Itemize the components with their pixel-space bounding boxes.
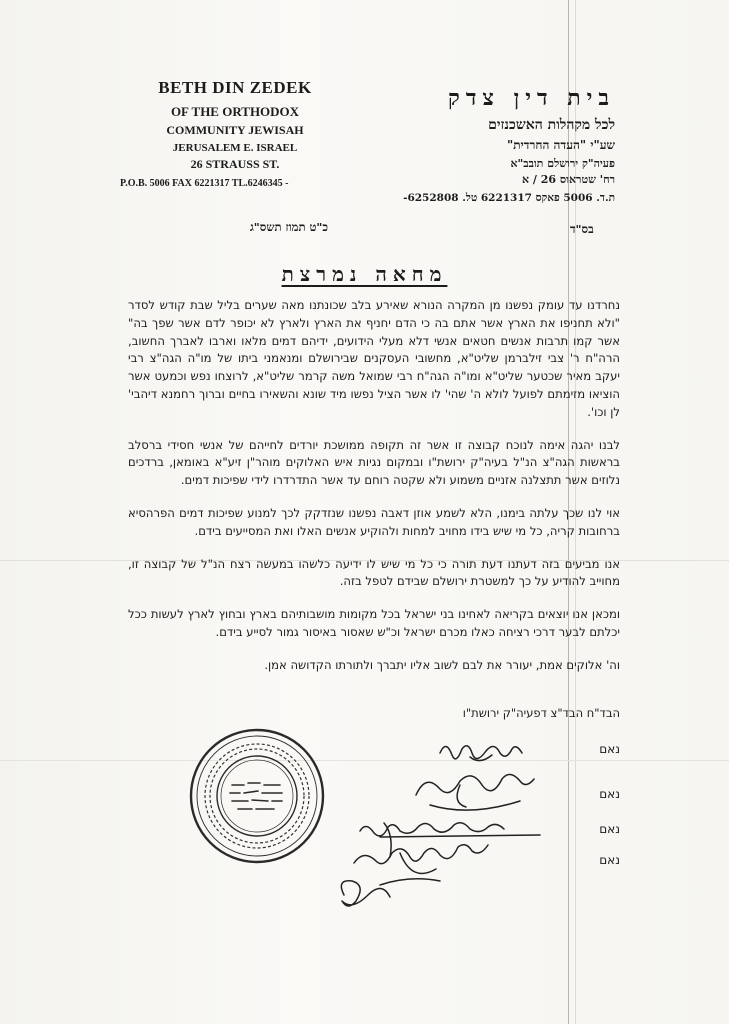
letterhead-line: COMMUNITY JEWISAH (166, 123, 304, 137)
letterhead-line: OF THE ORTHODOX (170, 104, 300, 119)
body-paragraph: נחרדנו עד עומק נפשנו מן המקרה הנורא שאירע בלב שכונתנו מאה שערים בליל שבת קודש לסדר "ולא תחניפו את הארץ אשר אתם בה כי הדם יחניף את הארץ ולארץ לא יכופר לדם אשר שפך בה" אשר קמו תרבות אנשים חטאים אנשי דלא מעלי הידועים, ידיהם דמים מלאו וארבו לאברך החשוב, הרה"ח ר' צבי זילברמן שליט"א, מחשובי העסקנים שבירושלם ומנאמני ביתו של מו"ה הגה"צ רבי יעקב מאיר שכטער שליט"א ומו"ה הגה"ח רבי שמואל משה קרמר שליט"א, לרוצחו נפש וכמעט אשר הוציאו מזימתם לפועל לולא ה' שהי' לו אשר הציל נפשו מיד שונא והשאירו בחיים וברוך רחמנא דיהבי' לן וכו'. (128, 298, 620, 419)
signature-label: נאם (599, 853, 620, 867)
document-date: כ"ט תמוז תשס"ג (250, 220, 329, 234)
court-seal-stamp (188, 727, 326, 865)
letterhead-city: JERUSALEM E. ISRAEL (172, 142, 298, 154)
body-paragraph: אוי לנו שכך עלתה בימנו, הלא לשמע אוזן דאבה נפשנו שנזדקק לכך למנוע שפיכות דמים הפרהסיא ברחובות קריה, כל מי שיש בידו מחויב למחות ולהוקיע אנשים האלו ואת המסייעים בידם. (128, 505, 620, 538)
letterhead-hebrew-city: פעיה"ק ירושלם תובב"א (510, 157, 615, 170)
court-signature-line: הבד"ח הבד"צ דפעיה"ק ירושת"ו (462, 706, 620, 720)
letterhead-name: BETH DIN ZEDEK (158, 78, 312, 97)
signature-label: נאם (599, 787, 620, 801)
letterhead-street: 26 STRAUSS ST. (190, 157, 280, 171)
body-paragraph: אנו מביעים בזה דעתנו דעת תורה כי כל מי שיש לו ידיעה כלשהו במעשה רצח הנ"ל של קבוצה זו, מחוייב להודיע על כך למשטרת ירושלם שבידם לטפל בזה. (128, 556, 620, 589)
document-title (0, 262, 729, 287)
hebrew-letterhead (400, 85, 615, 204)
letterhead-hebrew-street: רח' שטראוס 26 / א (522, 173, 615, 186)
letterhead-hebrew-name: בית דין צדק (448, 85, 615, 111)
document-body (128, 297, 620, 690)
signature-label: נאם (599, 742, 620, 756)
english-letterhead (120, 78, 350, 189)
bsd-mark: בס"ד (570, 222, 594, 236)
letterhead-contact: P.O.B. 5006 FAX 6221317 TL.6246345 - (120, 178, 289, 189)
letterhead-hebrew-line: לכל מקהלות האשכנזים (488, 117, 615, 133)
letterhead-hebrew-line: שע"י "העדה החרדית" (506, 138, 615, 152)
body-paragraph: וה' אלוקים אמת, יעורר את לבם לשוב אליו יתברך ולתורתו הקדושה אמן. (264, 657, 620, 672)
title-text: מחאה נמרצת (281, 262, 448, 286)
letterhead-hebrew-contact: ת.ד. 5006 פאקס 6221317 טל. 6252808- (403, 192, 615, 204)
body-paragraph: ומכאן אנו יוצאים בקריאה לאחינו בני ישראל בכל מקומות מושבותיהם בארץ ובחוץ לארץ לעשות ככל יכלתם לבער דרכי רציחה כאלו מכרם ישראל וכ"ש שאסור באיסור גמור לסייע בידם. (128, 607, 620, 639)
handwritten-signatures (320, 735, 580, 925)
body-paragraph: לבנו יהגה אימה לנוכח קבוצה זו אשר זה תקופה ממושכת יורדים לחייהם של אנשי חסידי ברסלב בראשות הגה"צ הנ"ל בעיה"ק ירושת"ו ובמקום נגיות איש האלוקים מוהר"ן זיע"א באומאן, ברדכים נלוזים אשר תתצלנה אזניים משמוע ולא שקטה רוחם עד אשר התדרדרו לידי שפיכות דמים. (128, 437, 620, 488)
signature-label: נאם (599, 822, 620, 836)
